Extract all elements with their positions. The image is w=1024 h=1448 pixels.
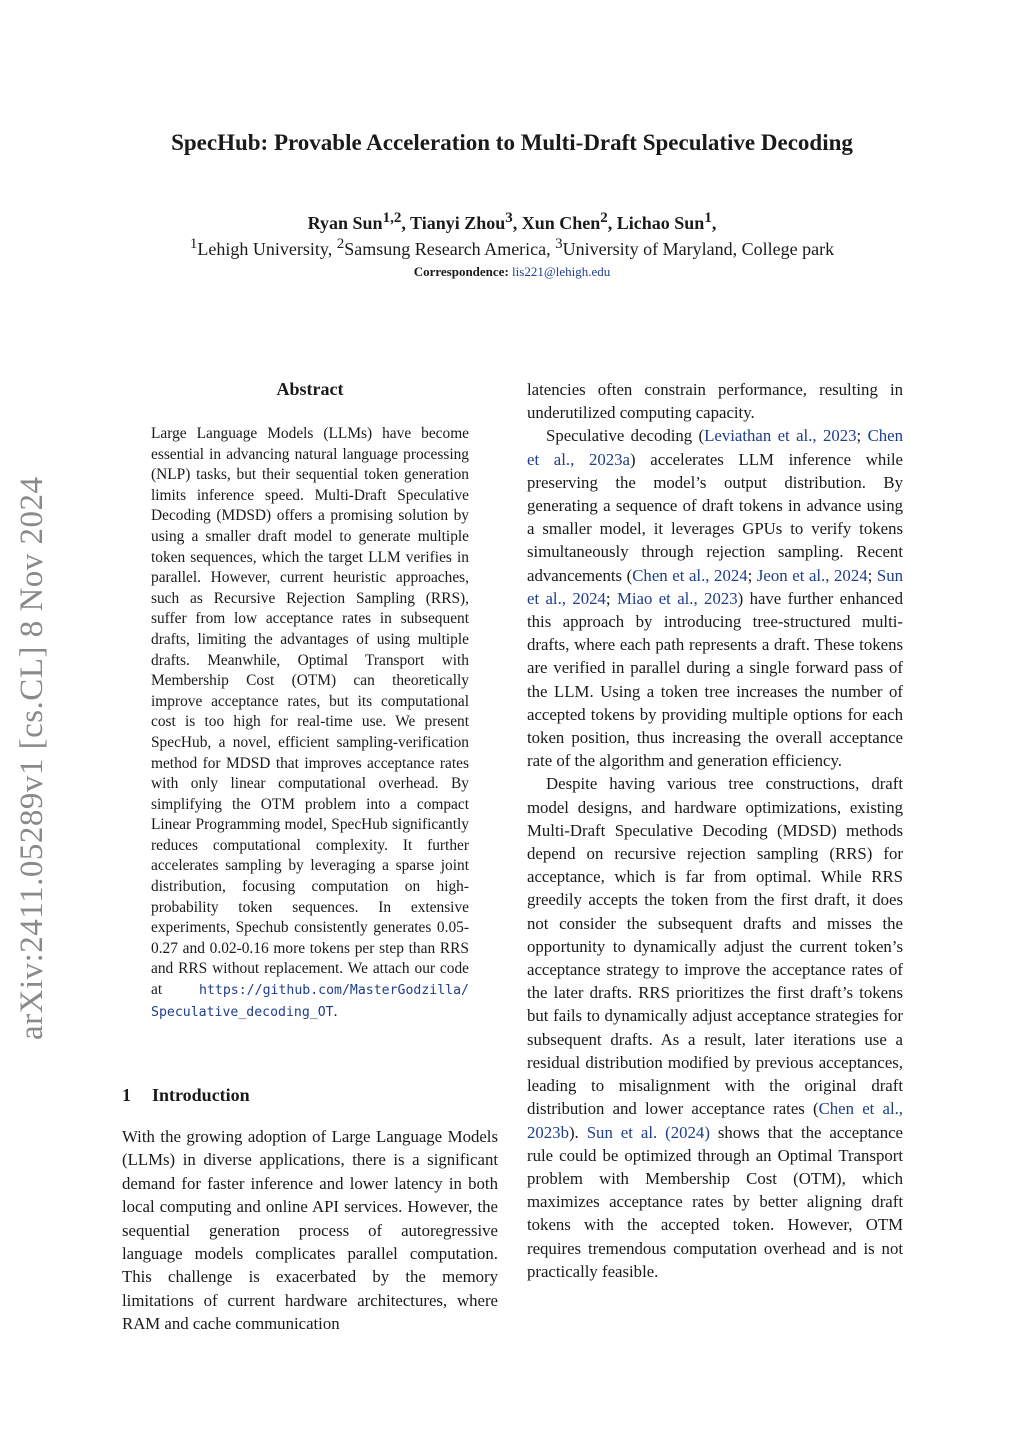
text-run: ). [568, 1122, 587, 1142]
arxiv-stamp: arXiv:2411.05289v1 [cs.CL] 8 Nov 2024 [14, 476, 50, 1040]
citation-link[interactable]: Jeon et al., 2024 [756, 565, 868, 585]
section-heading-introduction [122, 1085, 250, 1106]
abstract-heading: Abstract [276, 379, 344, 399]
citation-link[interactable]: Chen et al., 2024 [632, 565, 748, 585]
affil-sup: 1 [189, 236, 198, 252]
abstract-text: Large Language Models (LLMs) have become essential in advancing natural language processing (NLP) tasks, but their sequential token generation limits inference speed. Multi-Draft Speculative Decoding (MDSD) offers a promising solution by using a smaller draft model to generate multiple token sequences, which the target LLM verifies in parallel. However, current heuristic approaches, such as Recursive Rejection Sampling (RRS), suffer from low acceptance rates in subsequent drafts, limiting the advantages of using multiple drafts. Meanwhile, Optimal Transport with Membership Cost (OTM) can theoretically improve acceptance rates, but its computational cost is too high for real-time use. We present SpecHub, a novel, efficient sampling-verification method for MDSD that improves acceptance rates with only linear computational overhead. By simplifying the OTM problem into a compact Linear Programming model, SpecHub significantly reduces computational complexity. It further accelerates sampling by leveraging a sparse joint distribution, focusing computation on high-probability token sequences. In extensive experiments, Spechub consistently generates 0.05-0.27 and 0.02-0.16 more tokens per step than RRS and RRS without replacement. We attach our code at [151, 425, 469, 999]
text-run: Speculative decoding ( [546, 426, 705, 446]
author-name: Lichao Sun [616, 213, 705, 233]
code-url-part2: Speculative_decoding_OT [151, 1004, 334, 1020]
correspondence-email-link[interactable]: lis221@lehigh.edu [512, 264, 611, 279]
text-run: ; [856, 426, 868, 446]
abstract-body [151, 424, 469, 1023]
text-run: ) have further enhanced this approach by introducing tree-structured multi-drafts, where each path represents a draft. These tokens are verified in parallel during a single forward pass of the LLM. Using a token tree increases the number of accepted tokens by providing multiple options for each token position, thus increasing the overall acceptance rate of the algorithm and generation efficiency. [527, 588, 903, 771]
author-affil-sup: 1,2 [382, 210, 402, 226]
author-name: Tianyi Zhou [410, 213, 506, 233]
affiliation: Samsung Research America [344, 239, 547, 259]
citation-link[interactable]: Chen et al., 2023b [527, 1099, 903, 1142]
affil-sup: 3 [555, 236, 563, 252]
citation-link[interactable]: Miao et al., 2023 [616, 588, 738, 608]
author-affil-sup: 2 [600, 210, 608, 226]
affiliation: University of Maryland, College park [562, 239, 835, 259]
intro-paragraph-1-continued: latencies often constrain performance, resulting in underutilized computing capacity. [527, 380, 903, 423]
affiliation-list: $^1$Lehigh University, $^2$Samsung Research America, $^3$University of Maryland, College park [189, 236, 835, 259]
text-run: Despite having various tree constructions, draft model designs, and hardware optimizations, existing Multi-Draft Speculative Decoding (MDSD) methods depend on recursive rejection sampling (RRS) for acceptance, which is far from optimal. While RRS greedily accepts the token from the first draft, it does not consider the subsequent drafts and misses the opportunity to dynamically adjust the current token’s acceptance strategy to improve the acceptance rates of the later drafts. RRS prioritizes the first draft’s tokens but fails to dynamically adjust acceptance strategies for subsequent drafts. As a result, later iterations use a residual distribution modified by previous acceptances, leading to misalignment with the original draft distribution and lower acceptance rates ( [527, 774, 903, 1119]
intro-paragraph-2 [527, 424, 903, 772]
citation-link[interactable]: Leviathan et al., 2023 [704, 426, 857, 446]
correspondence-label: Correspondence: [413, 264, 509, 279]
code-url-part1: https://github.com/MasterGodzilla/ [199, 983, 469, 999]
paper-title: SpecHub: Provable Acceleration to Multi-Draft Speculative Decoding [171, 130, 853, 155]
citation-link[interactable]: Sun et al., 2024 [527, 565, 903, 608]
citation-link[interactable]: Chen et al., 2023a [527, 426, 904, 469]
abstract-end: . [333, 1002, 338, 1020]
right-column [527, 378, 903, 1283]
affiliation: Lehigh University [197, 239, 328, 259]
intro-paragraph-3 [527, 772, 903, 1282]
author-name: Ryan Sun [307, 213, 383, 233]
author-list: Ryan Sun$^{1,2}$, Tianyi Zhou$^3$, Xun Chen$^2$, Lichao Sun$^1$, [307, 210, 717, 233]
text-run: ) accelerates LLM inference while preserving the model’s output distribution. By generating a sequence of draft tokens in advance using a smaller model, it leverages GPUs to verify tokens simultaneously through rejection sampling. Recent advancements ( [527, 449, 903, 585]
text-run: ; [867, 565, 877, 585]
author-affil-sup: 3 [505, 210, 513, 226]
text-run: ; [747, 565, 757, 585]
section-title: Introduction [152, 1085, 250, 1105]
intro-paragraph-1: With the growing adoption of Large Language Models (LLMs) in diverse applications, there is a significant demand for faster inference and lower latency in both local computing and online API services. However, the sequential generation process of autoregressive language models complicates parallel computation. This challenge is exacerbated by the memory limitations of current hardware architectures, where RAM and cache communication [122, 1127, 498, 1334]
section-number: 1 [122, 1085, 131, 1105]
text-run: ; [605, 588, 617, 608]
citation-link[interactable]: Sun et al. (2024) [586, 1122, 710, 1142]
correspondence [0, 264, 1024, 280]
author-affil-sup: 1 [704, 210, 712, 226]
code-url-link[interactable] [151, 983, 469, 1020]
affil-sup: 2 [336, 236, 345, 252]
author-name: Xun Chen [521, 213, 601, 233]
text-run: shows that the acceptance rule could be optimized through an Optimal Transport problem with Membership Cost (OTM), which maximizes acceptance rates by better aligning draft tokens with the accepted token. However, OTM requires tremendous computation overhead and is not practically feasible. [527, 1122, 903, 1281]
